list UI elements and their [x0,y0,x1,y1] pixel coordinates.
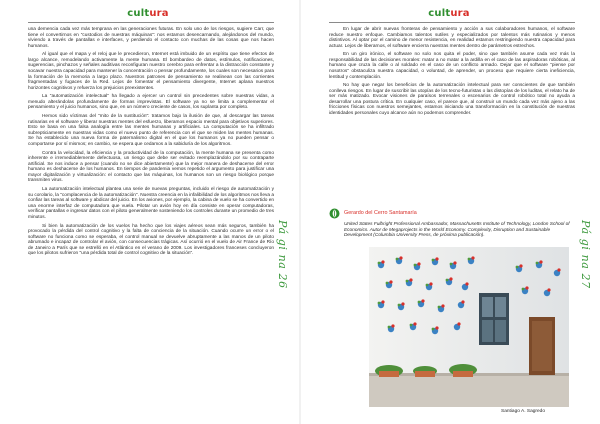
paragraph: En un giro irónico, el software no solo nos quita el poder, sino que también asume cada vez más la responsabilidad de las decisiones morales: matar a no matar a la ardilla en el caso de las aspiradoras robóticas, al humano que cruza la calle o al soldado en el caso de un conflicto armado. Dejar que el software "piense por nosotros" obstaculiza nuestra capacidad, o voluntad, de aprender, un proceso que requiere cierta ineficiencia, lentitud y contemplación. [329,52,575,80]
paragraph: En lugar de abrir nuevas fronteras de pensamiento y acción a sus colaboradores humanos, el software reduce nuestro enfoque. Cambiamos talentos sutiles y especializados por talentos más rutinarios y menos distintivos. Al optar por el camino de menor resistencia, en realidad estamos restringiendo nuestra capacidad para actuar. Lejos de liberarnos, el software encierra nuestras mentes dentro de parámetros estrechos. [329,27,575,49]
author-bio: United States Fulbright Professional Ambassador, Massachusetts Institute of Technology, London School of Economics. Autor de Megaprojects in the World Economy. Complexity, Disruption and Sustainable Development (Columbia University Press, de próxima publicación). [344,222,570,238]
page-number: Pá gi na 27 [579,220,592,289]
header-rule [329,22,575,23]
page-number: Pá gi na 26 [276,220,289,289]
photo-caption: Santiago A. Sagredo [501,409,546,414]
paragraph: No hay que negar los beneficios de la automatización intelectual para ser conscientes de que también conlleva riesgos. En lugar de suscribir las utopías de los tecno-futuristas o las distopías de los luditas, el relato ha de ser más matizado. Evocar visiones de paraísos terrenales o escenarios de control robótico total no ayuda a desarrollar una postura crítica. En cualquier caso, el parece que, al construir un mundo cada vez más ajeno a las fricciones físicas con nuestros semejantes, estamos iniciando una transformación en la constitución de nuestras identidades personales cuyo alcance aún no podemos comprender. [329,83,575,117]
author-name: Gerardo del Cerro Santamaría [344,210,417,216]
paragraph: La "automatización intelectual" ha llegado a ejercer un control sin precedentes sobre nuestras vidas, a menudo alterándolas profundamente de formas imprevistas. El software ya no se limita a complementar el pensamiento y el juicio humanos, sino que, en un número creciente de casos, los suplanta por completo. [28,94,274,111]
author-emblem-icon [329,208,340,219]
left-text-column [28,27,274,257]
paragraph: La automatización intelectual plantea una serie de nuevas preguntas, incluido el riesgo de automatización y su corolario, la "complacencia de la automatización". Nuestra creencia en la infalibilidad de los algoritmos nos lleva a confiar las tareas al software y abdicar del juicio. En los aviones, por ejemplo, la cabina de vuelo se ha convertido en una enorme interfaz de computadora que vuela. Pilotar un avión hoy en día consiste en operar computadoras, verificar pantallas e ingresar datos con el piloto generalmente sosteniendo los controles durante un promedio de tres minutos. [28,187,274,220]
author-box [329,208,575,239]
paragraph: Contra la velocidad, la eficiencia y la productividad de la computación, la mente humana se presenta como inherente e irremediablemente defectuosa, un riesgo que debe ser evitado reemplazándolo por su contraparte artificial. Se nos induce a pensar (cuando no se dice abiertamente) que la mejor manera de deshacerse del error humano es deshacerse de los humanos. En tiempos de pandemia vemos repetido el argumento para justificar una mayor digitalización y virtualización: el contacto que las máquinas, los humanos son un riesgo biológico porque transmiten virus. [28,150,274,184]
right-text-column [329,27,575,117]
photo-illustration [369,247,569,407]
paragraph: Hemos sido víctimas del "mito de la sustitución": tratamos bajo la ilusión de que, al descargar las tareas rutinarias en el software y liberar nuestras mentes del esfuerzo, liberamos espacio mental para objetivos superiores. Esto se basa en una falsa analogía entre las mentes humanas y artificiales. La computación se ha infiltrado subrepticiamente en nuestras vidas como el nuevo punto de referencia con el que se miden las mentes humanas. Se ha establecido una nueva forma de paternalismo digital en el que los humanos ya no pueden pensar o comportarse por sí mismos; en cambio, se espera que cedamos a la sabiduría de los algoritmos. [28,114,274,147]
paragraph: una demencia cada vez más temprana en las generaciones futuras. En solo uno de los riesgos, sugiere Carr, que tiene el convertirnos en "custodios de nuestras máquinas": nos estamos desencarnando, alejándonos del mundo, viviendo a través de pantallas e interfaces, y perdiendo el contacto con muchas de las cosas que nos hacen humanos. [28,27,274,49]
header-rule [28,22,274,23]
photo-wall-planters [369,247,569,407]
brand-logo: cultura [127,8,169,19]
paragraph: Al igual que el mapa y el reloj que le precedieron, Internet está imbuido de un espíritu que tiene efectos de largo alcance, remodelando activamente la mente humana. El bombardeo de datos, estímulos, notificaciones, sugerencias, pinchazos y señales auditivas reconfiguran nuestro cerebro para enfrentar a la distracción constante y socavar nuestra capacidad para mantener la concentración o pensar profundamente, los cuales son necesarios para la formación de la memoria a largo plazo. Nuestros patrones de pensamiento se realinean con las corrientes fragmentadas y fugaces de la Red. Lejos de fomentar el pensamiento divergente, Internet aplana nuestros horizontes cognitivos y refuerza los prejuicios preexistentes. [28,52,274,91]
paragraph: Si bien la automatización de los vuelos ha hecho que los viajes aéreos sean más seguros, también ha provocado la pérdida del control cognitivo y la falta de conciencia de la situación. Cuando ocurre un error o el software no funciona como se esperaba, el control manual se devuelve abruptamente a las manos de un piloto abrumado e incapaz de controlar el avión, con consecuencias trágicas. Así ocurrió en el vuelo de Air France de Río de Janeiro a París que se estrelló en el Atlántico en el verano de 2009. Los investigadores franceses concluyeron que los pilotos sufrieron "una pérdida total de control cognitivo de la situación". [28,223,274,257]
left-page [0,0,299,424]
right-page [301,0,600,424]
brand-logo: cultura [428,8,470,19]
